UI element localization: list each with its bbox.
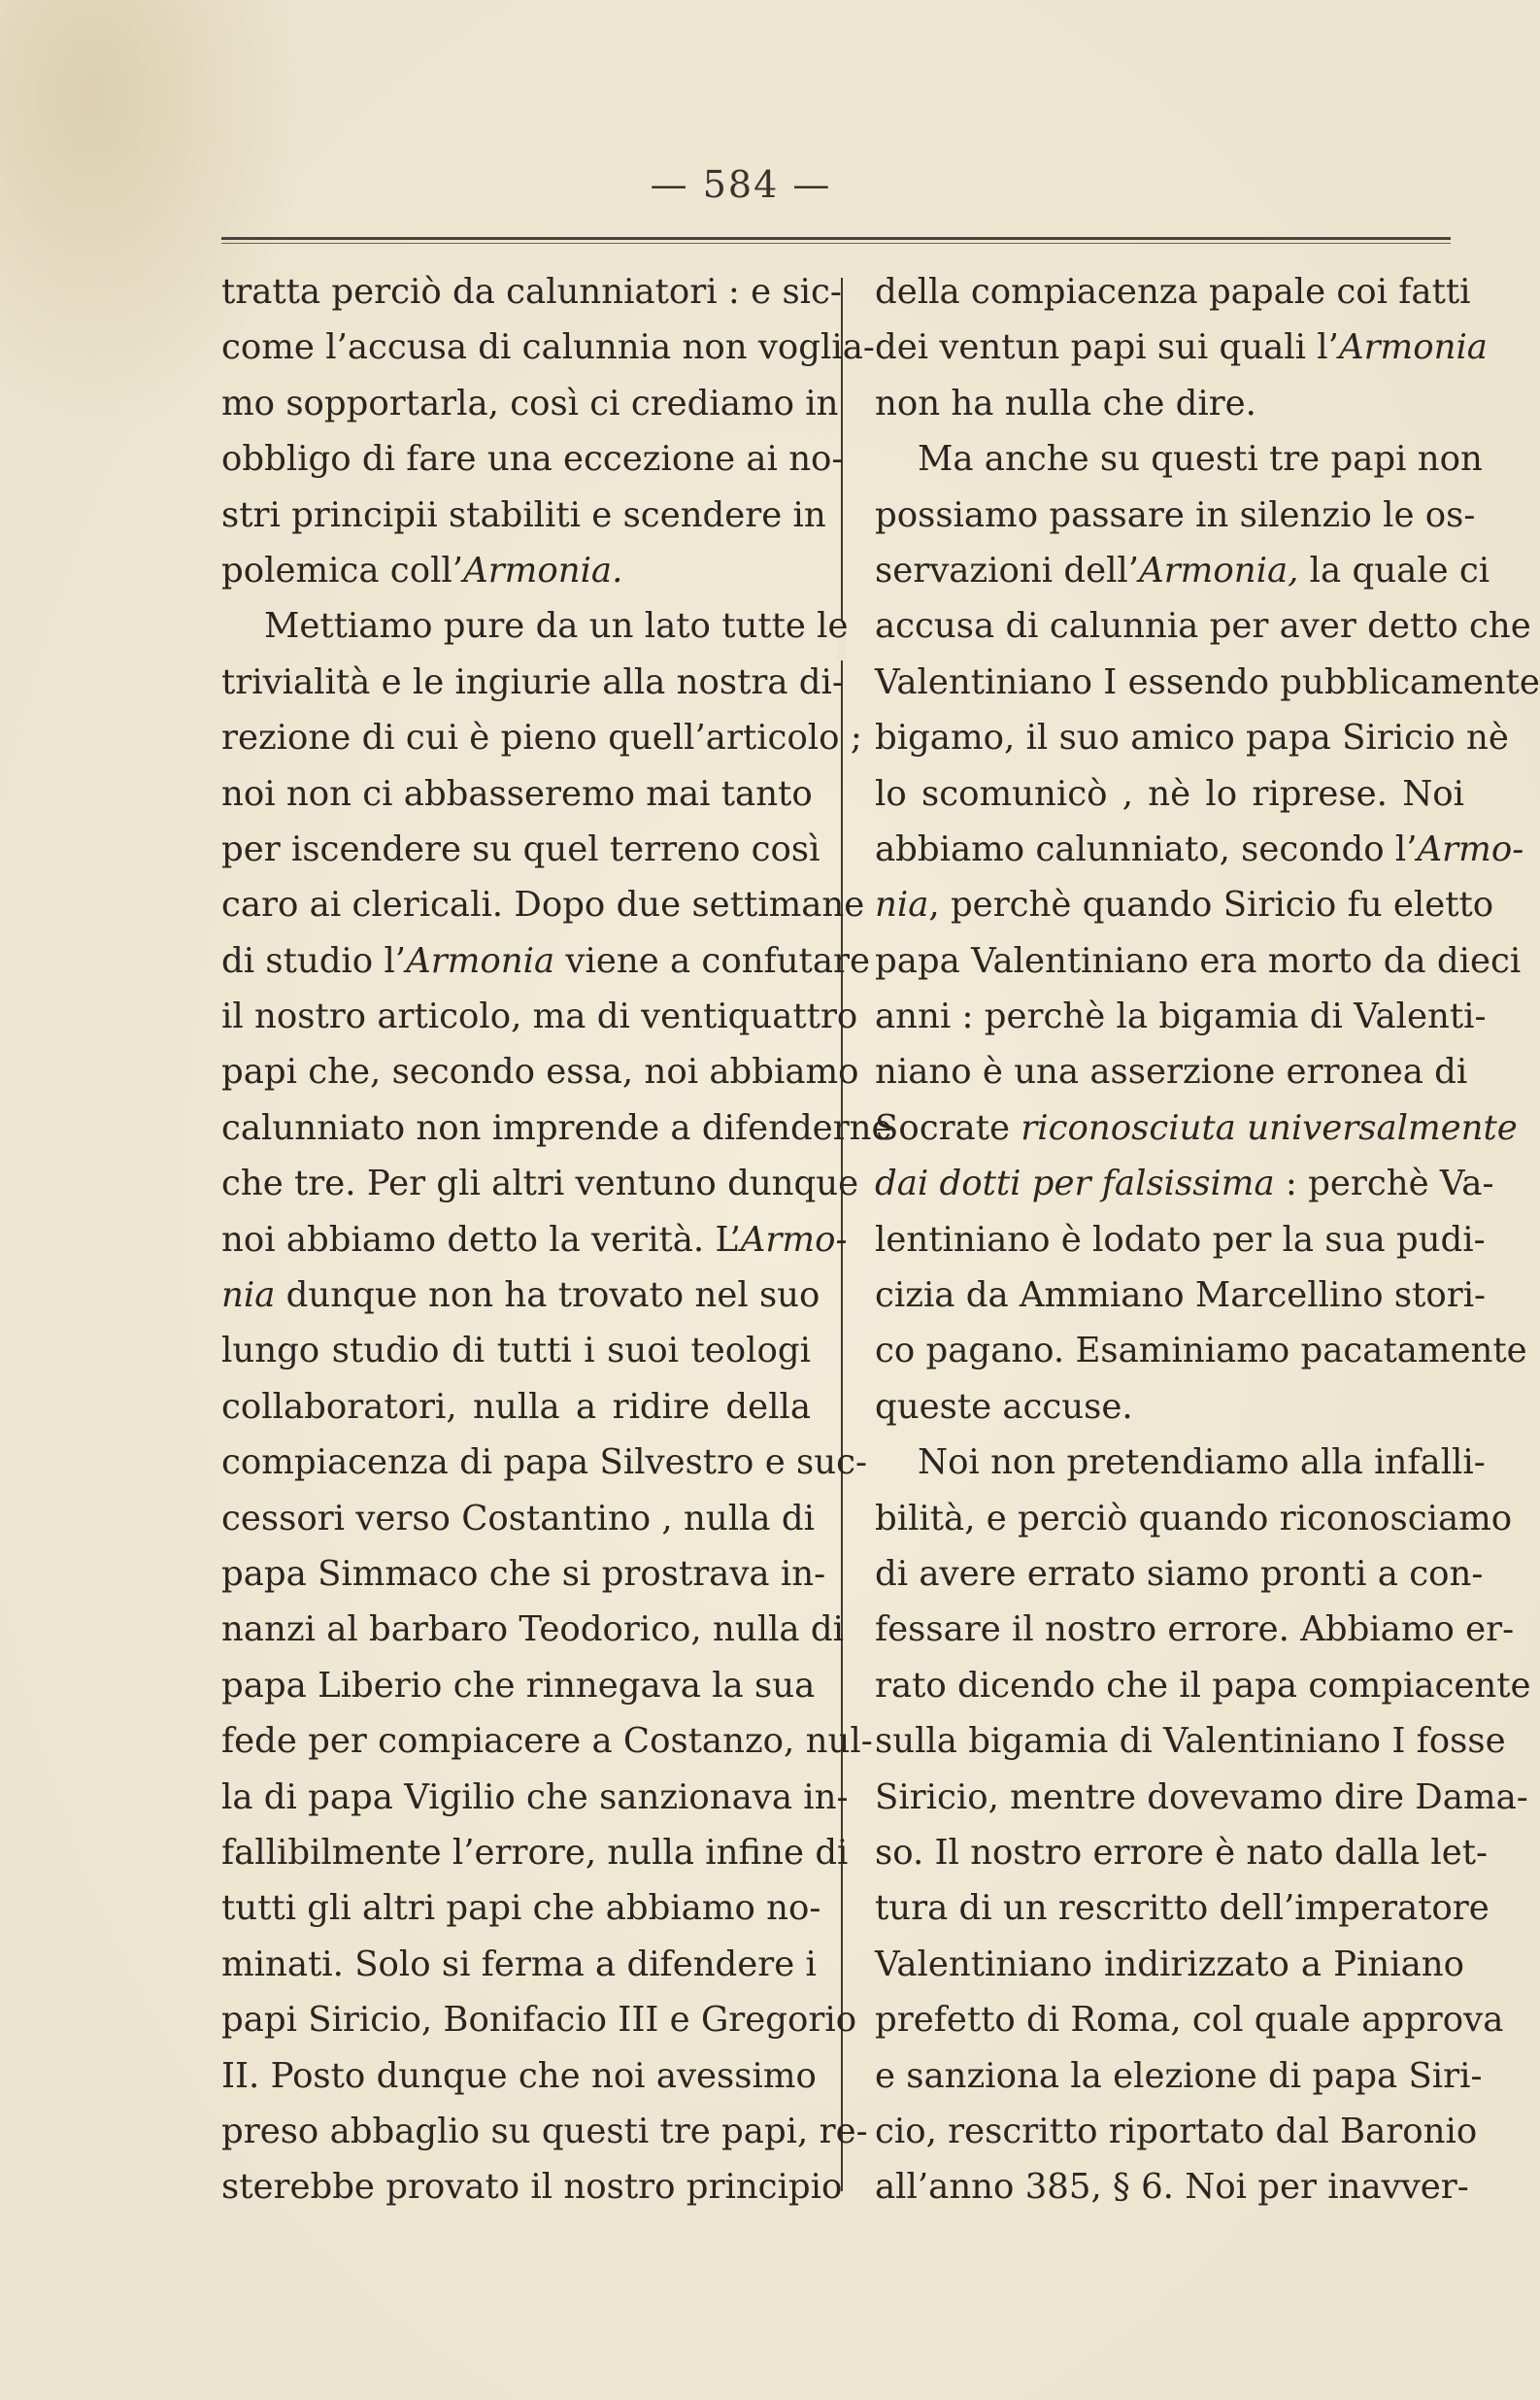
text-line: calunniato non imprende a difenderne (221, 1107, 892, 1148)
text-line: obbligo di fare una eccezione ai no- (221, 439, 844, 480)
text-line: bigamo, il suo amico papa Siricio nè (875, 718, 1509, 759)
text-line: anni : perchè la bigamia di Valenti- (875, 997, 1487, 1037)
text-line (875, 543, 1490, 598)
text-line (221, 543, 811, 598)
text-line: lo scomunicò , nè lo riprese. Noi (875, 773, 1464, 814)
text-run: : perchè Va- (1274, 1164, 1494, 1204)
text-line: Siricio, mentre dovevamo dire Dama- (875, 1776, 1528, 1817)
text-run: , perchè quando Siricio fu eletto (928, 885, 1494, 926)
text-run: Socrate (875, 1107, 1021, 1148)
text-run: di studio l’ (221, 940, 407, 981)
text-line: lentiniano è lodato per la sua pudi- (875, 1219, 1486, 1260)
text-line: bilità, e perciò quando riconosciamo (875, 1498, 1513, 1538)
text-line: cio, rescritto riportato dal Baronio (875, 2111, 1478, 2151)
text-line: stri principii stabiliti e scendere in (221, 494, 826, 535)
text-line (875, 822, 1524, 877)
text-line: Mettiamo pure da un lato tutte le (264, 606, 849, 647)
text-line (221, 1268, 820, 1323)
text-line: nanzi al barbaro Teodorico, nulla di (221, 1609, 844, 1650)
text-run: polemica coll’ (221, 550, 464, 591)
text-line (875, 1156, 1494, 1211)
text-line: co pagano. Esaminiamo pacatamente (875, 1331, 1527, 1371)
text-line: minati. Solo si ferma a difendere i (221, 1944, 817, 1984)
text-line: Noi non pretendiamo alla infalli- (918, 1442, 1486, 1483)
text-line: papa Valentiniano era morto da dieci (875, 940, 1522, 981)
text-line: papa Liberio che rinnegava la sua (221, 1665, 816, 1706)
italic-phrase: dai dotti per falsissima (875, 1164, 1275, 1204)
text-line: II. Posto dunque che noi avessimo (221, 2055, 817, 2096)
text-line: compiacenza di papa Silvestro e suc- (221, 1442, 867, 1483)
text-line: tutti gli altri papi che abbiamo no- (221, 1888, 821, 1929)
text-line: trivialità e le ingiurie alla nostra di- (221, 661, 844, 702)
text-line: papi Siricio, Bonifacio III e Gregorio (221, 2000, 857, 2041)
text-run: viene a confutare (554, 940, 870, 981)
text-line: so. Il nostro errore è nato dalla let- (875, 1832, 1489, 1873)
text-line (875, 1100, 1518, 1156)
text-line: noi non ci abbasseremo mai tanto (221, 773, 813, 814)
italic-phrase: riconosciuta universalmente (1021, 1107, 1518, 1148)
text-line: sterebbe provato il nostro principio (221, 2167, 843, 2208)
page-number: — 584 — (650, 163, 832, 206)
text-line: della compiacenza papale coi fatti (875, 272, 1471, 312)
text-line: Valentiniano I essendo pubblicamente (875, 661, 1540, 702)
text-line (875, 877, 1494, 932)
text-line: papa Simmaco che si prostrava in- (221, 1553, 826, 1594)
text-line: e sanziona la elezione di papa Siri- (875, 2055, 1483, 2096)
text-line: Ma anche su questi tre papi non (918, 439, 1483, 480)
italic-title: nia (875, 885, 929, 926)
text-line (221, 933, 870, 989)
right-column (875, 264, 1540, 2215)
text-line: di avere errato siamo pronti a con- (875, 1553, 1484, 1594)
left-column (221, 264, 892, 2215)
text-run: la quale ci (1298, 550, 1490, 591)
text-line: possiamo passare in silenzio le os- (875, 494, 1476, 535)
text-run: abbiamo calunniato, secondo l’ (875, 828, 1418, 869)
text-line: accusa di calunnia per aver detto che (875, 606, 1531, 647)
text-line: la di papa Vigilio che sanzionava in- (221, 1776, 849, 1817)
text-line: che tre. Per gli altri ventuno dunque (221, 1164, 859, 1204)
text-line (875, 320, 1488, 375)
header-rule (221, 237, 1451, 244)
text-line: tratta perciò da calunniatori : e sic- (221, 272, 842, 312)
text-line: lungo studio di tutti i suoi teologi (221, 1331, 811, 1371)
text-line: rato dicendo che il papa compiacente (875, 1665, 1531, 1706)
text-line: mo sopportarla, così ci crediamo in (221, 383, 839, 423)
text-line: Valentiniano indirizzato a Piniano (875, 1944, 1464, 1984)
text-line: preso abbaglio su questi tre papi, re- (221, 2111, 868, 2151)
text-line: fessare il nostro errore. Abbiamo er- (875, 1609, 1515, 1650)
text-line: collaboratori, nulla a ridire della (221, 1386, 811, 1427)
text-line: non ha nulla che dire. (875, 383, 1256, 423)
text-line: tura di un rescritto dell’imperatore (875, 1888, 1490, 1929)
text-run: dei ventun papi sui quali l’ (875, 327, 1339, 368)
text-line: prefetto di Roma, col quale approva (875, 2000, 1504, 2041)
text-line: all’anno 385, § 6. Noi per inavver- (875, 2167, 1469, 2208)
italic-title: Armo- (1417, 828, 1524, 869)
text-line (221, 1212, 848, 1268)
text-line: fede per compiacere a Costanzo, nul- (221, 1721, 873, 1762)
text-line: rezione di cui è pieno quell’articolo ; (221, 718, 862, 759)
text-line: sulla bigamia di Valentiniano I fosse (875, 1721, 1506, 1762)
italic-title: nia (221, 1275, 276, 1316)
text-line: come l’accusa di calunnia non voglia- (221, 327, 875, 368)
text-line: per iscendere su quel terreno così (221, 828, 820, 869)
italic-title: Armonia (1338, 327, 1488, 368)
text-run: servazioni dell’ (875, 550, 1140, 591)
text-line: fallibilmente l’errore, nulla infine di (221, 1832, 849, 1873)
text-run: dunque non ha trovato nel suo (275, 1275, 820, 1316)
text-line: queste accuse. (875, 1386, 1133, 1427)
italic-title: Armonia, (1139, 550, 1299, 591)
text-line: niano è una asserzione erronea di (875, 1052, 1468, 1093)
text-line: caro ai clericali. Dopo due settimane (221, 885, 865, 926)
italic-title: Armonia. (463, 550, 623, 591)
italic-title: Armo- (740, 1219, 848, 1260)
text-line: il nostro articolo, ma di ventiquattro (221, 997, 858, 1037)
italic-title: Armonia (406, 940, 555, 981)
text-line: papi che, secondo essa, noi abbiamo (221, 1052, 859, 1093)
text-run: noi abbiamo detto la verità. L’ (221, 1219, 741, 1260)
text-line: cessori verso Costantino , nulla di (221, 1498, 815, 1538)
text-line: cizia da Ammiano Marcellino stori- (875, 1275, 1487, 1316)
